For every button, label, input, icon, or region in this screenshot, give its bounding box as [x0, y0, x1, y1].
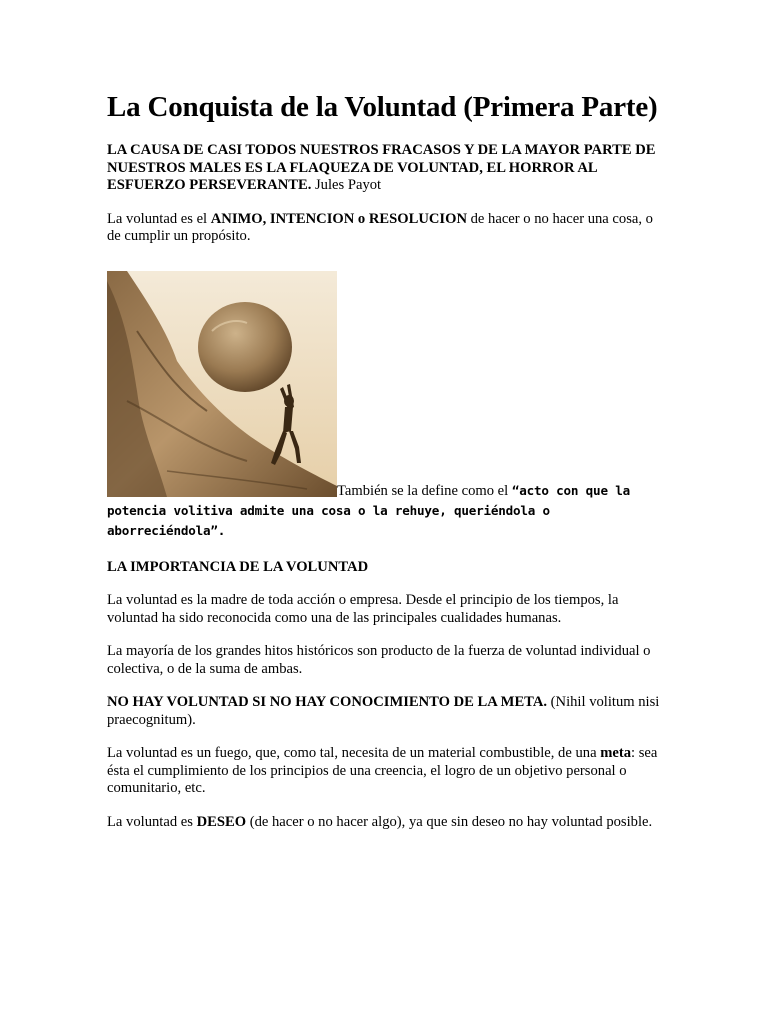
definition-bold: ANIMO, INTENCION o RESOLUCION — [210, 210, 467, 227]
sisyphus-photo — [107, 271, 337, 497]
section-heading-text: LA IMPORTANCIA DE LA VOLUNTAD — [107, 558, 369, 575]
document-title: La Conquista de la Voluntad (Primera Parte) — [107, 91, 658, 123]
paragraph-5-after: (de hacer o no hacer algo), ya que sin deseo no hay voluntad posible. — [246, 813, 653, 830]
paragraph-4-bold: meta — [600, 745, 631, 761]
paragraph-4 — [107, 745, 667, 798]
caption-quote: “acto con que la potencia volitiva admite una cosa o la rehuye, queriéndola o aborreciéndola”. — [107, 482, 630, 538]
paragraph-5 — [107, 814, 667, 832]
paragraph-3-after: (Nihil volitum nisi praecognitum). — [107, 694, 660, 728]
definition-paragraph — [107, 211, 667, 246]
definition-before: La voluntad es el — [107, 210, 211, 227]
caption-before: También se la define como el — [337, 482, 512, 499]
epigraph — [107, 142, 667, 195]
epigraph-bold-text: LA CAUSA DE CASI TODOS NUESTROS FRACASOS Y DE LA MAYOR PARTE DE NUESTROS MALES ES LA FLAQUEZA DE VOLUNTAD, EL HORROR AL ESFUERZO PERSEVERANTE. — [107, 142, 656, 193]
paragraph-1: La voluntad es la madre de toda acción o empresa. Desde el principio de los tiempos, la voluntad ha sido reconocida como una de las principales cualidades humanas. — [107, 592, 619, 626]
epigraph-author: Jules Payot — [311, 177, 382, 193]
image-caption-paragraph — [107, 271, 667, 541]
paragraph-4-after: : sea ésta el cumplimiento de los principios de una creencia, el logro de un objetivo personal o comunitario, etc. — [107, 745, 658, 796]
paragraph-3-bold: NO HAY VOLUNTAD SI NO HAY CONOCIMIENTO DE LA META. — [107, 694, 548, 710]
document-page — [107, 90, 667, 847]
section-heading — [107, 559, 667, 577]
paragraph-2: La mayoría de los grandes hitos históricos son producto de la fuerza de voluntad individual o colectiva, o de la suma de ambas. — [107, 643, 651, 677]
paragraph-3 — [107, 694, 667, 729]
paragraph-4-before: La voluntad es un fuego, que, como tal, necesita de un material combustible, de una — [107, 745, 601, 761]
paragraph-5-before: La voluntad es — [107, 813, 197, 830]
definition-after: de hacer o no hacer una cosa, o de cumplir un propósito. — [107, 210, 653, 244]
paragraph-5-bold: DESEO — [196, 813, 247, 830]
